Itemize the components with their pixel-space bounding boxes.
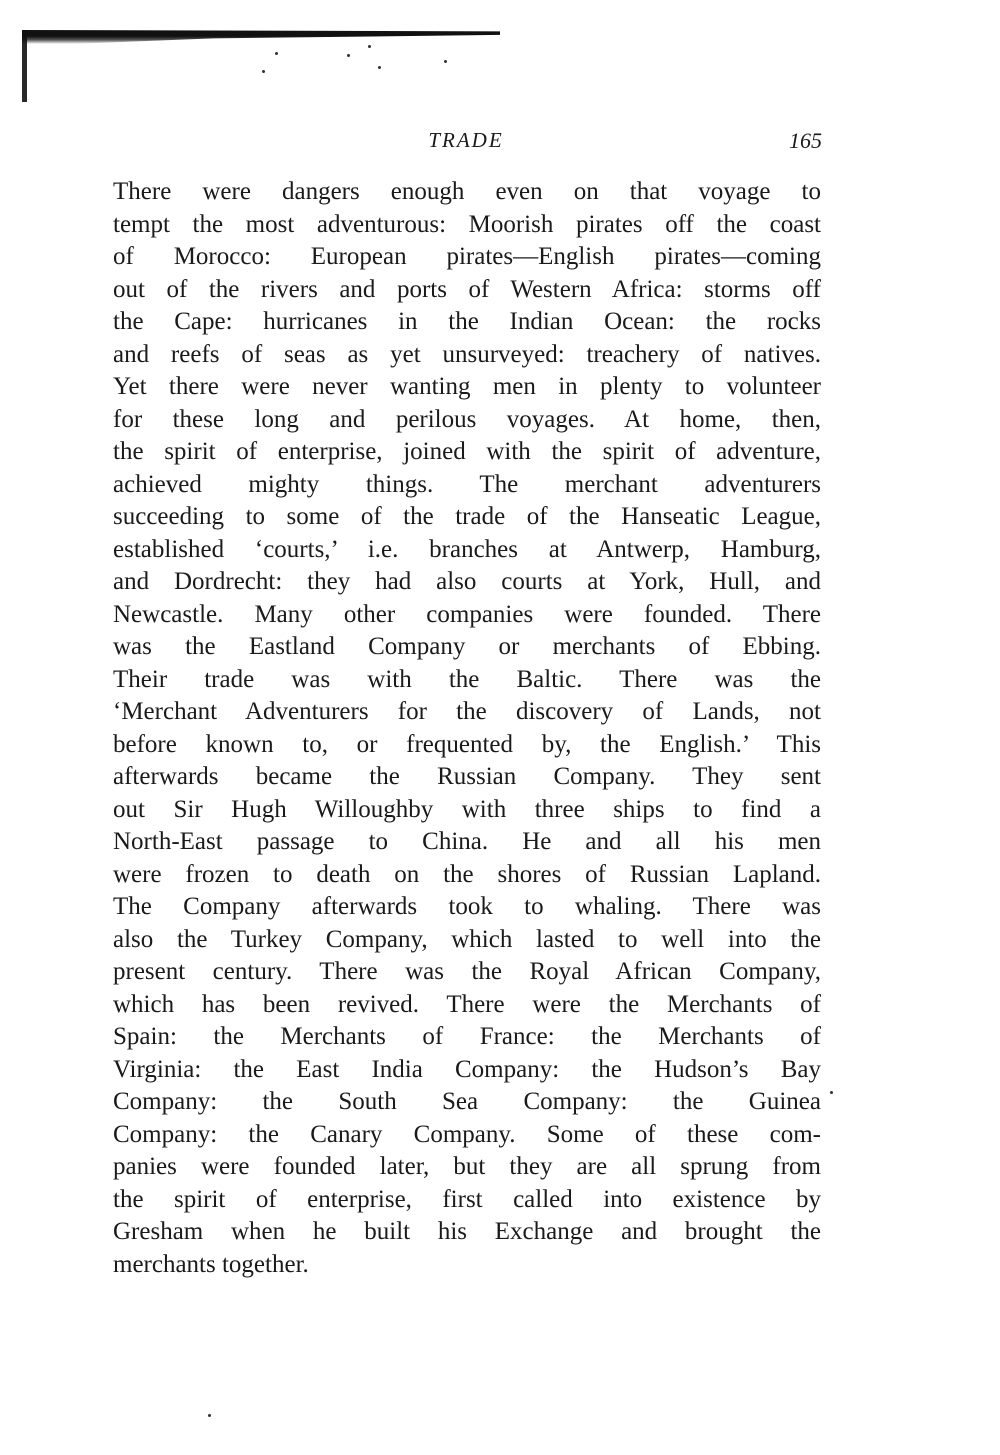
scan-speck — [444, 60, 447, 63]
text-line: ‘Merchant Adventurers for the discovery of Lands, not — [113, 698, 821, 725]
text-line: afterwards became the Russian Company. They sent — [113, 763, 821, 790]
text-line: Gresham when he built his Exchange and brought the — [113, 1218, 821, 1245]
text-line: Virginia: the East India Company: the Hudson’s Bay — [113, 1055, 821, 1083]
text-line: which has been revived. There were the Merchants of — [113, 990, 821, 1018]
scan-speck — [262, 70, 265, 73]
running-title: TRADE — [428, 128, 504, 152]
text-line: present century. There was the Royal African Company, — [113, 958, 821, 985]
scan-speck — [347, 54, 350, 57]
page-number: 165 — [789, 128, 822, 153]
scan-speck — [275, 52, 278, 55]
text-line: panies were founded later, but they are all sprung from — [113, 1153, 821, 1180]
scan-speck — [208, 1414, 211, 1417]
text-line: The Company afterwards took to whaling. There was — [113, 893, 821, 920]
text-line: Newcastle. Many other companies were founded. There — [113, 600, 821, 628]
text-line: Company: the Canary Company. Some of these com- — [113, 1120, 821, 1148]
text-line: out of the rivers and ports of Western Africa: storms off — [113, 275, 821, 303]
text-line-last: merchants together. — [113, 1250, 309, 1278]
text-line: and reefs of seas as yet unsurveyed: treachery of natives. — [113, 340, 821, 368]
scan-speck — [368, 45, 371, 48]
text-line: Spain: the Merchants of France: the Merchants of — [113, 1023, 821, 1050]
text-line: were frozen to death on the shores of Russian Lapland. — [113, 860, 821, 888]
scan-edge-artifact — [22, 30, 500, 44]
text-line: was the Eastland Company or merchants of Ebbing. — [113, 633, 821, 660]
text-line: Yet there were never wanting men in plenty to volunteer — [113, 373, 821, 400]
scan-edge-artifact-vertical — [22, 30, 27, 102]
text-line: There were dangers enough even on that voyage to — [113, 178, 821, 205]
text-line: Their trade was with the Baltic. There was the — [113, 665, 821, 693]
text-line: of Morocco: European pirates—English pirates—coming — [113, 243, 821, 270]
text-line: achieved mighty things. The merchant adventurers — [113, 470, 821, 498]
body-paragraph — [113, 176, 821, 1281]
text-line: the Cape: hurricanes in the Indian Ocean: the rocks — [113, 308, 821, 335]
text-line: Company: the South Sea Company: the Guinea — [113, 1088, 821, 1115]
text-line: also the Turkey Company, which lasted to well into the — [113, 925, 821, 953]
text-line: and Dordrecht: they had also courts at York, Hull, and — [113, 568, 821, 595]
text-line: the spirit of enterprise, first called into existence by — [113, 1185, 821, 1213]
text-line: established ‘courts,’ i.e. branches at Antwerp, Hamburg, — [113, 535, 821, 563]
text-line: North-East passage to China. He and all his men — [113, 828, 821, 855]
text-line: the spirit of enterprise, joined with the spirit of adventure, — [113, 438, 821, 465]
scan-speck — [378, 66, 381, 69]
text-line: out Sir Hugh Willoughby with three ships to find a — [113, 795, 821, 823]
text-line: tempt the most adventurous: Moorish pirates off the coast — [113, 210, 821, 238]
text-line: succeeding to some of the trade of the Hanseatic League, — [113, 503, 821, 530]
text-line: for these long and perilous voyages. At home, then, — [113, 405, 821, 433]
scan-speck — [830, 1091, 833, 1094]
page-header — [110, 128, 822, 158]
text-line: before known to, or frequented by, the English.’ This — [113, 730, 821, 758]
